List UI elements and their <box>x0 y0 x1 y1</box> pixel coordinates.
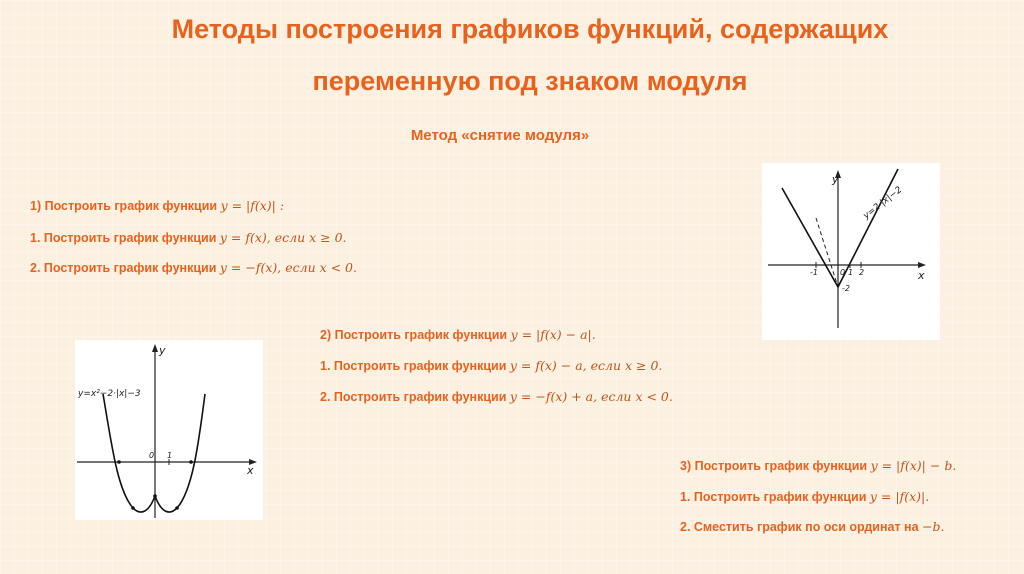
tick-label-pos: 2 <box>859 268 865 277</box>
tick-label-y-neg: -2 <box>842 284 850 293</box>
min-pos-point <box>175 506 179 510</box>
graph-formula: y=x²−2·|x|−3 <box>78 389 141 399</box>
section2-step-2 <box>320 389 673 404</box>
section1-step-1 <box>30 230 347 245</box>
section2-heading-text: 2) Построить график функции <box>320 328 511 342</box>
section3-step-1 <box>680 489 929 504</box>
section2-step-1-text: 1. Построить график функции <box>320 359 510 373</box>
section1-heading-text: 1) Построить график функции <box>30 199 221 213</box>
section2-heading <box>320 327 596 342</box>
section3-step-1-formula: y = |f(x)|. <box>869 489 930 504</box>
tick-label-one: 1 <box>848 268 854 277</box>
graph-abs-linear-svg <box>762 163 940 340</box>
section2-step-1-formula: y = f(x) − a, если x ≥ 0. <box>509 358 663 373</box>
section1-step-2-formula: y = −f(x), если x < 0. <box>219 260 357 275</box>
slide-title-line-2: переменную под знаком модуля <box>312 66 748 96</box>
root-pos-point <box>189 460 193 464</box>
section1-step-2 <box>30 260 357 275</box>
section3-step-2-text: 2. Сместить график по оси ординат на <box>680 520 923 534</box>
section2-heading-formula: y = |f(x) − a|. <box>510 327 596 342</box>
root-neg-point <box>117 460 121 464</box>
tick-label-neg: -1 <box>810 268 818 277</box>
section1-heading-formula: y = |f(x)| : <box>220 198 285 213</box>
section1-heading <box>30 198 284 213</box>
tick-label-zero: 0 <box>840 268 846 277</box>
x-axis-label: x <box>918 269 925 282</box>
graph-abs-linear <box>762 163 940 340</box>
min-neg-point <box>131 506 135 510</box>
section1-step-2-text: 2. Построить график функции <box>30 261 220 275</box>
section3-step-2 <box>680 519 944 534</box>
y-axis-arrow <box>152 344 158 352</box>
method-subtitle: Метод «снятие модуля» <box>410 127 590 144</box>
section2-step-2-text: 2. Построить график функции <box>320 390 510 404</box>
section2-step-1 <box>320 358 662 373</box>
section3-heading-text: 3) Построить график функции <box>680 459 871 473</box>
section3-heading-formula: y = |f(x)| − b. <box>870 458 957 473</box>
y-axis-label: y <box>832 173 839 186</box>
y-axis-label: y <box>159 344 166 357</box>
tick-label-one: 1 <box>167 451 173 460</box>
graph-formula: y=2·|x|−2 <box>861 185 905 222</box>
section1-step-1-formula: y = f(x), если x ≥ 0. <box>219 230 347 245</box>
x-axis-arrow <box>918 262 926 268</box>
graph-abs-parabola-svg <box>75 340 263 520</box>
x-axis-label: x <box>247 464 254 477</box>
tick-label-zero: 0 <box>149 451 155 460</box>
section3-step-2-formula: −b. <box>922 519 945 534</box>
section3-step-1-text: 1. Построить график функции <box>680 490 870 504</box>
section3-heading <box>680 458 956 473</box>
cusp-point <box>153 494 157 498</box>
section1-step-1-text: 1. Построить график функции <box>30 231 220 245</box>
section2-step-2-formula: y = −f(x) + a, если x < 0. <box>509 389 673 404</box>
slide-title-line-1: Методы построения графиков функций, содержащих <box>171 14 889 44</box>
graph-abs-parabola <box>75 340 263 520</box>
